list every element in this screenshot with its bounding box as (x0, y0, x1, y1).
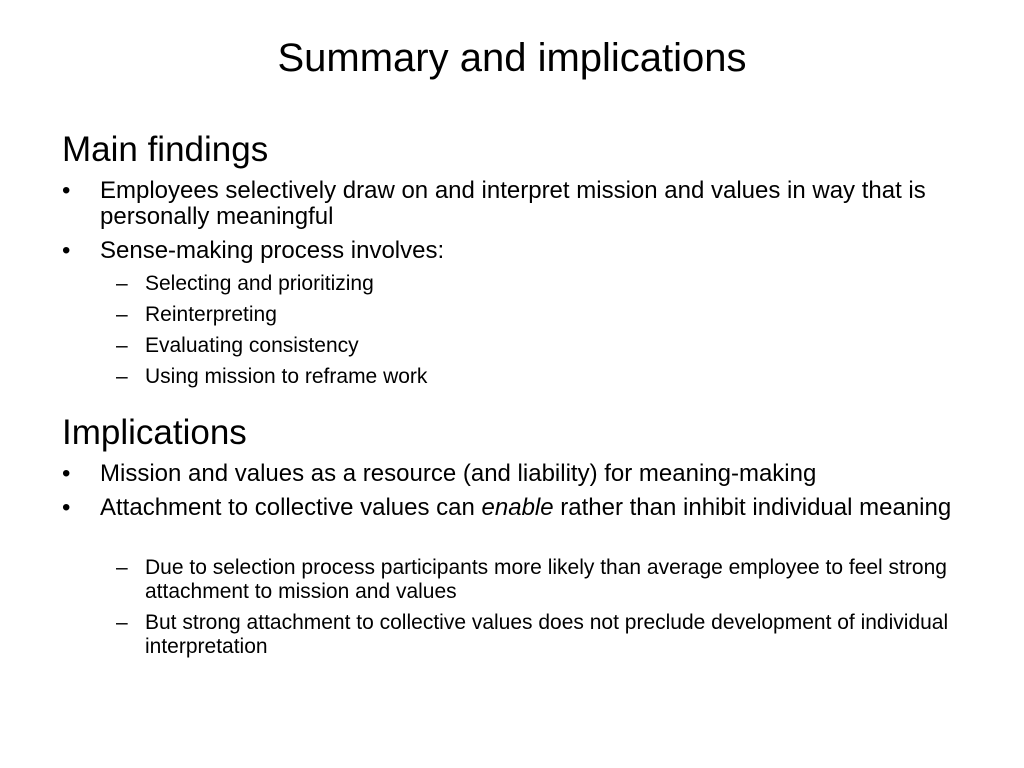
section-heading-main-findings: Main findings (62, 130, 269, 169)
bullet-text: Employees selectively draw on and interpret mission and values in way that is personally meaningful (100, 177, 926, 230)
bullet-item (62, 461, 962, 487)
sub-bullet-text: Using mission to reframe work (145, 365, 428, 388)
bullet-mark: • (62, 494, 71, 521)
sub-bullet-text: Due to selection process participants more likely than average employee to feel strong attachment to mission and values (145, 556, 947, 603)
sub-bullet-mark: – (116, 611, 128, 634)
slide-title: Summary and implications (277, 36, 747, 80)
bullet-text (100, 495, 962, 521)
sub-bullet-mark: – (116, 556, 128, 579)
sub-bullet-text: But strong attachment to collective values does not preclude development of individual interpretation (145, 611, 949, 658)
sub-bullet-item (116, 303, 976, 327)
bullet-text: Sense-making process involves: (100, 237, 445, 264)
sub-bullet-item (116, 334, 976, 358)
sub-bullet-mark: – (116, 303, 128, 326)
sub-bullet-text: Evaluating consistency (145, 334, 359, 357)
sub-bullet-mark: – (116, 272, 128, 295)
sub-bullet-item (116, 611, 976, 659)
bullet-text-part: rather than inhibit individual meaning (553, 494, 952, 521)
sub-bullet-item (116, 556, 976, 604)
sub-bullet-mark: – (116, 334, 128, 357)
bullet-text-part: Attachment to collective values can (100, 494, 482, 521)
emphasis-text: enable (481, 494, 554, 521)
bullet-item (62, 495, 962, 521)
section-heading-implications: Implications (62, 413, 247, 452)
sub-bullet-mark: – (116, 365, 128, 388)
sub-bullet-text: Reinterpreting (145, 303, 277, 326)
bullet-item (62, 178, 962, 230)
sub-bullet-item (116, 272, 976, 296)
bullet-mark: • (62, 460, 71, 487)
bullet-item (62, 238, 962, 264)
bullet-mark: • (62, 237, 71, 264)
bullet-text: Mission and values as a resource (and liability) for meaning-making (100, 460, 817, 487)
sub-bullet-text: Selecting and prioritizing (145, 272, 374, 295)
bullet-mark: • (62, 177, 71, 204)
sub-bullet-item (116, 365, 976, 389)
